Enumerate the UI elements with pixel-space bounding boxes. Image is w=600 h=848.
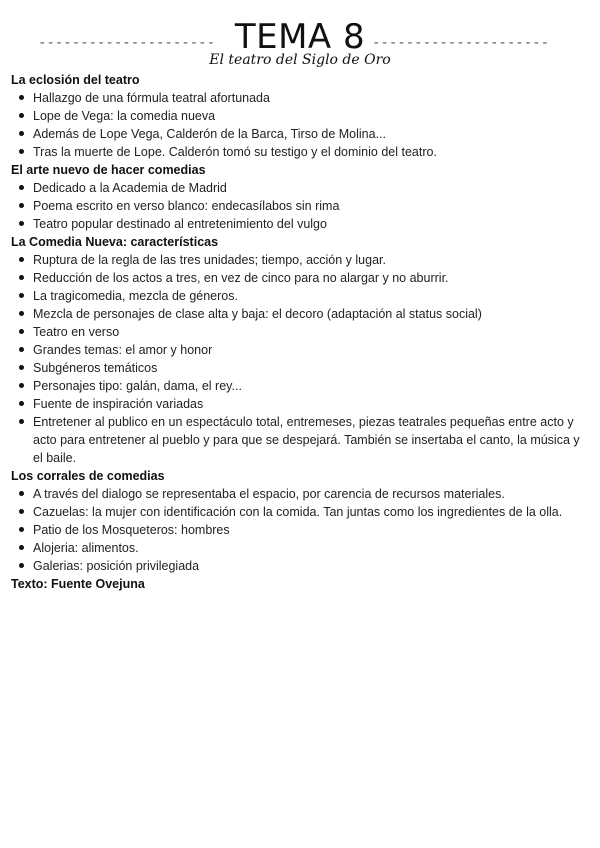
section (11, 71, 591, 161)
section-heading: Los corrales de comedias (11, 469, 165, 483)
list-item-text: Teatro en verso (33, 325, 120, 339)
list-item (11, 287, 591, 305)
bullet-icon (19, 275, 24, 280)
bullet-icon (19, 131, 24, 136)
list-item (11, 341, 591, 359)
list-item-text: Dedicado a la Academia de Madrid (33, 181, 227, 195)
list-item-text: Fuente de inspiración variadas (33, 397, 204, 411)
bullet-icon (19, 401, 24, 406)
list-item (11, 305, 591, 323)
list-item (11, 557, 591, 575)
list-item (11, 377, 591, 395)
list-item-text: Ruptura de la regla de las tres unidades; tiempo, acción y lugar. (33, 253, 386, 267)
bullet-icon (19, 347, 24, 352)
bullet-icon (19, 149, 24, 154)
list-item-text: Teatro popular destinado al entretenimiento del vulgo (33, 217, 327, 231)
list-item-text: Lope de Vega: la comedia nueva (33, 109, 216, 123)
list-item (11, 413, 591, 467)
bullet-list (11, 89, 591, 161)
list-item-text: Personajes tipo: galán, dama, el rey... (33, 379, 242, 393)
bullet-icon (19, 365, 24, 370)
list-item-text: Reducción de los actos a tres, en vez de cinco para no alargar y no aburrir. (33, 271, 449, 285)
section (11, 161, 591, 233)
bullet-list (11, 251, 591, 467)
list-item (11, 107, 591, 125)
bullet-icon (19, 563, 24, 568)
section-heading: La eclosión del teatro (11, 73, 140, 87)
bullet-icon (19, 113, 24, 118)
list-item (11, 359, 591, 377)
list-item-text: Mezcla de personajes de clase alta y baja: el decoro (adaptación al status social) (33, 307, 482, 321)
list-item-text: Patio de los Mosqueteros: hombres (33, 523, 230, 537)
bullet-icon (19, 419, 24, 424)
list-item (11, 197, 591, 215)
list-item (11, 323, 591, 341)
list-item-text: Alojeria: alimentos. (33, 541, 139, 555)
title-divider-left: --------------------- (38, 35, 216, 51)
list-item-text: Además de Lope Vega, Calderón de la Barca, Tirso de Molina... (33, 127, 386, 141)
list-item (11, 179, 591, 197)
list-item-text: La tragicomedia, mezcla de géneros. (33, 289, 238, 303)
section (11, 467, 591, 575)
bullet-icon (19, 329, 24, 334)
bullet-icon (19, 185, 24, 190)
section-heading: El arte nuevo de hacer comedias (11, 163, 206, 177)
list-item-text: Subgéneros temáticos (33, 361, 158, 375)
list-item-text: Poema escrito en verso blanco: endecasílabos sin rima (33, 199, 340, 213)
page-title: TEMA 8 (234, 17, 366, 57)
bullet-icon (19, 509, 24, 514)
bullet-icon (19, 527, 24, 532)
section (11, 233, 591, 467)
list-item (11, 521, 591, 539)
list-item-text: Hallazgo de una fórmula teatral afortunada (33, 91, 270, 105)
bullet-list (11, 179, 591, 233)
list-item (11, 539, 591, 557)
section (11, 575, 591, 593)
list-item-text: Cazuelas: la mujer con identificación con la comida. Tan juntas como los ingredientes de la olla. (33, 505, 563, 519)
list-item-text: Grandes temas: el amor y honor (33, 343, 213, 357)
bullet-icon (19, 221, 24, 226)
list-item (11, 143, 591, 161)
list-item-text: Tras la muerte de Lope. Calderón tomó su testigo y el dominio del teatro. (33, 145, 437, 159)
list-item (11, 503, 591, 521)
list-item (11, 125, 591, 143)
list-item-text: Entretener al publico en un espectáculo total, entremeses, piezas teatrales pequeñas entre acto y acto para entretener al pueblo y para que se despejará. También se insertaba el canto, la música y el baile. (33, 415, 580, 465)
list-item-text: A través del dialogo se representaba el espacio, por carencia de recursos materiales. (33, 487, 505, 501)
bullet-icon (19, 491, 24, 496)
list-item (11, 89, 591, 107)
bullet-list (11, 485, 591, 575)
title-divider-right: --------------------- (372, 35, 550, 51)
document-body (11, 71, 591, 593)
list-item (11, 251, 591, 269)
list-item-text: Galerias: posición privilegiada (33, 559, 200, 573)
bullet-icon (19, 311, 24, 316)
list-item (11, 215, 591, 233)
bullet-icon (19, 293, 24, 298)
list-item (11, 269, 591, 287)
page-subtitle: El teatro del Siglo de Oro (209, 52, 391, 68)
list-item (11, 485, 591, 503)
section-heading: La Comedia Nueva: características (11, 235, 219, 249)
bullet-icon (19, 257, 24, 262)
list-item (11, 395, 591, 413)
bullet-icon (19, 95, 24, 100)
bullet-icon (19, 383, 24, 388)
bullet-icon (19, 203, 24, 208)
bullet-icon (19, 545, 24, 550)
document-header (0, 18, 600, 72)
section-heading: Texto: Fuente Ovejuna (11, 577, 145, 591)
